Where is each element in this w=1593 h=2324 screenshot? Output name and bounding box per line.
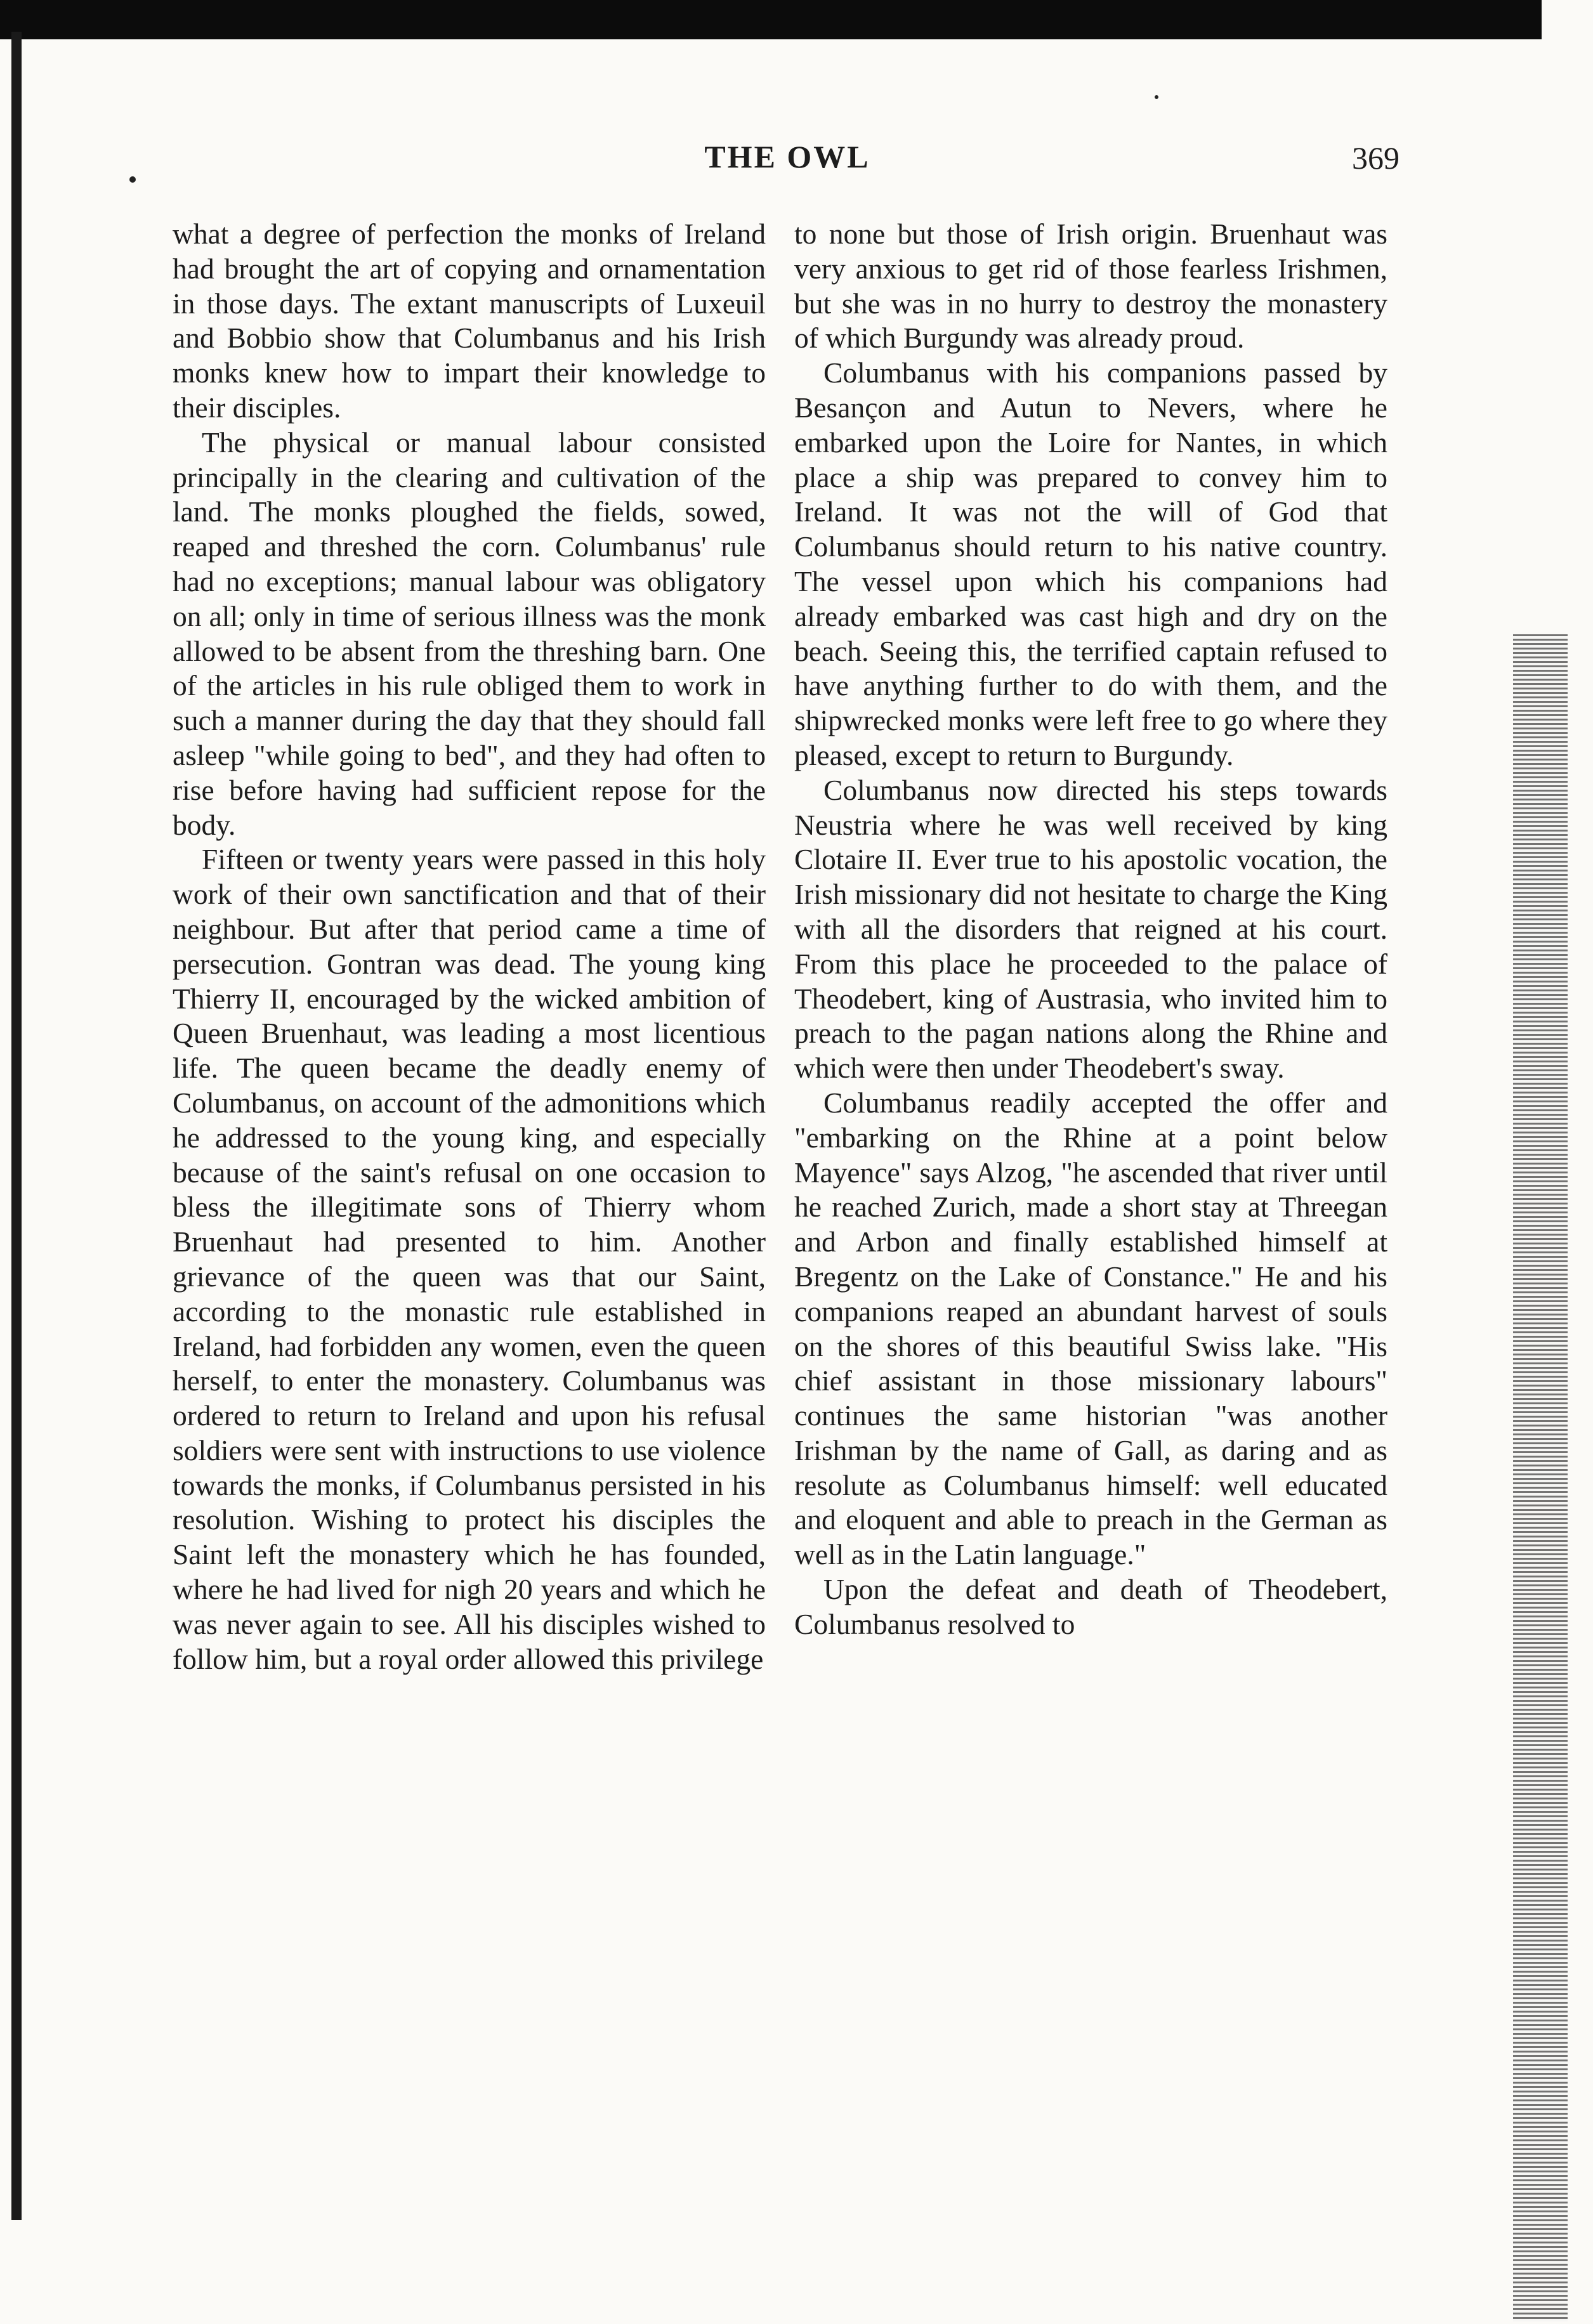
right-column <box>794 217 1387 2145</box>
running-head <box>175 138 1400 189</box>
paragraph: Fifteen or twenty years were passed in this holy work of their own sanctification and that of their neighbour. But after that period came a time of persecution. Gontran was dead. The young king Thierry II, encouraged by the wicked ambition of Queen Bruenhaut, was leading a most licentious life. The queen became the deadly enemy of Columbanus, on account of the admonitions which he addressed to the young king, and especially because of the saint's refusal on one occasion to bless the illegitimate sons of Thierry whom Bruenhaut had presented to him. Another grievance of the queen was that our Saint, according to the monastic rule established in Ireland, had forbidden any women, even the queen herself, to enter the monastery. Columbanus was ordered to return to Ireland and upon his refusal soldiers were sent with instructions to use violence towards the monks, if Columbanus persisted in his resolution. Wishing to protect his disciples the Saint left the monastery which he has founded, where he had lived for nigh 20 years and which he was never again to see. All his disciples wished to follow him, but a royal order allowed this privilege <box>173 843 766 1675</box>
paragraph: Columbanus readily accepted the offer and "embarking on the Rhine at a point below Mayence" says Alzog, "he ascended that river until he reached Zurich, made a short stay at Threegan and Arbon and finally established himself at Bregentz on the Lake of Constance." He and his companions reaped an abundant harvest of souls on the shores of this beautiful Swiss lake. "His chief assistant in those missionary labours" continues the same historian "was another Irishman by the name of Gall, as daring and as resolute as Columbanus himself: well educated and eloquent and able to preach in the German as well as in the Latin language." <box>794 1086 1387 1571</box>
left-border-rule <box>11 32 22 2220</box>
right-edge-binding-shadow <box>1513 634 1568 2321</box>
paragraph: Upon the defeat and death of Theodebert, Columbanus resolved to <box>794 1573 1387 1640</box>
stray-ink-dot <box>129 176 136 183</box>
paragraph: to none but those of Irish origin. Bruenhaut was very anxious to get rid of those fearless Irishmen, but she was in no hurry to destroy the monastery of which Burgundy was already proud. <box>794 218 1387 355</box>
page-number: 369 <box>1352 140 1400 176</box>
paragraph: what a degree of perfection the monks of Ireland had brought the art of copying and ornamentation in those days. The extant manuscripts of Luxeuil and Bobbio show that Columbanus and his Irish monks knew how to impart their knowledge to their disciples. <box>173 218 766 424</box>
left-column <box>173 217 766 2145</box>
paragraph: Columbanus with his companions passed by Besançon and Autun to Nevers, where he embarked upon the Loire for Nantes, in which place a ship was prepared to convey him to Ireland. It was not the will of God that Columbanus should return to his native country. The vessel upon which his companions had already embarked was cast high and dry on the beach. Seeing this, the terrified captain refused to have anything further to do with them, and the shipwrecked monks were left free to go where they pleased, except to return to Burgundy. <box>794 356 1387 771</box>
top-border-rule <box>0 0 1542 39</box>
paragraph: Columbanus now directed his steps towards Neustria where he was well received by king Clotaire II. Ever true to his apostolic vocation, the Irish missionary did not hesitate to charge the King with all the disorders that reigned at his court. From this place he proceeded to the palace of Theodebert, king of Austrasia, who invited him to preach to the pagan nations along the Rhine and which were then under Theodebert's sway. <box>794 773 1387 1085</box>
journal-title: THE OWL <box>704 139 870 174</box>
stray-ink-dot <box>1155 95 1158 99</box>
paragraph: The physical or manual labour consisted principally in the clearing and cultivation of the land. The monks ploughed the fields, sowed, reaped and threshed the corn. Columbanus' rule had no exceptions; manual labour was obligatory on all; only in time of serious illness was the monk allowed to be absent from the threshing barn. One of the articles in his rule obliged them to work in such a manner during the day that they should fall asleep "while going to bed", and they had often to rise before having had sufficient repose for the body. <box>173 426 766 841</box>
